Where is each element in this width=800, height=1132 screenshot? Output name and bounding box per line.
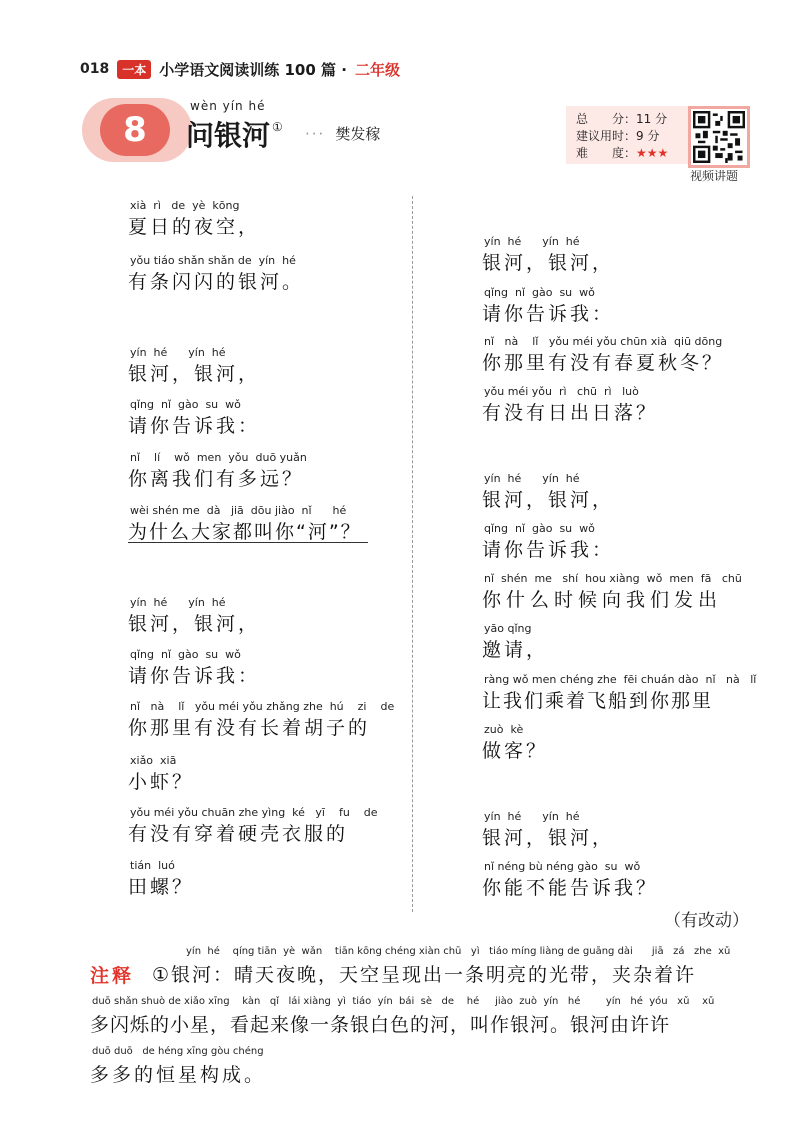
pinyin-line: nǐ lí wǒ men yǒu duō yuǎn xyxy=(130,451,307,464)
poem-line: 有没有穿着硬壳衣服的 xyxy=(128,823,349,845)
score-value: 11 分 xyxy=(636,112,668,126)
note-line: 多闪烁的小星，看起来像一条银白色的河，叫作银河。银河由许许 xyxy=(90,1014,671,1036)
brand-logo: 一本 xyxy=(117,60,151,79)
poem-line: 你什么时候向我们发出 xyxy=(482,589,723,611)
lesson-number-badge xyxy=(82,98,192,162)
title-pinyin: wèn yín hé xyxy=(190,99,266,113)
pinyin-line: qǐng nǐ gào su wǒ xyxy=(484,522,595,535)
difficulty-stars: ★★★ xyxy=(636,146,669,160)
poem-line: 田螺？ xyxy=(128,876,195,898)
poem-line: 银河，银河， xyxy=(482,827,615,849)
pinyin-line: yín hé yín hé xyxy=(484,235,580,248)
poem-line: 银河，银河， xyxy=(482,489,615,511)
pinyin-line: ràng wǒ men chéng zhe fēi chuán dào nǐ nà lǐ xyxy=(484,673,757,686)
poem-line: 请你告诉我： xyxy=(128,415,261,437)
note-line: 多多的恒星构成。 xyxy=(90,1064,267,1086)
poem-line: 你那里有没有春夏秋冬？ xyxy=(482,352,725,374)
poem-line: 银河，银河， xyxy=(128,363,261,385)
poem-line: 邀请， xyxy=(482,639,549,661)
lesson-number: 8 xyxy=(100,104,170,156)
author xyxy=(305,123,380,144)
pinyin-line: yǒu tiáo shǎn shǎn de yín hé xyxy=(130,254,296,267)
pinyin-line: zuò kè xyxy=(484,723,524,736)
poem-line: 请你告诉我： xyxy=(128,665,261,687)
poem-line: 你离我们有多远？ xyxy=(128,468,305,490)
poem-line: 做客？ xyxy=(482,740,549,762)
time-row xyxy=(576,127,659,144)
poem-line: 请你告诉我： xyxy=(482,303,615,325)
pinyin-line: yín hé yín hé xyxy=(130,346,226,359)
note-line: ①银河：晴天夜晚，天空呈现出一条明亮的光带，夹杂着许 xyxy=(152,964,697,986)
pinyin-line: yǒu méi yǒu chuān zhe yìng ké yī fu de xyxy=(130,806,378,819)
book-title: 小学语文阅读训练 100 篇 · xyxy=(159,60,347,79)
notes-label: 注释 xyxy=(90,965,135,987)
pinyin-line: qǐng nǐ gào su wǒ xyxy=(130,648,241,661)
footnote-mark: ① xyxy=(272,120,283,134)
source-note: （有改动） xyxy=(664,911,749,931)
page-number: 018 xyxy=(80,61,110,77)
poem-line: 请你告诉我： xyxy=(482,539,615,561)
pinyin-line: yāo qǐng xyxy=(484,622,532,635)
poem-line-underlined: 为什么大家都叫你“河”？ xyxy=(128,521,362,543)
poem-line: 你那里有没有长着胡子的 xyxy=(128,717,371,739)
page-header xyxy=(80,58,400,80)
pinyin-line: tián luó xyxy=(130,859,175,872)
pinyin-line: nǐ nà lǐ yǒu méi yǒu chūn xià qiū dōng xyxy=(484,335,723,348)
pinyin-line: yín hé yín hé xyxy=(484,810,580,823)
poem-line: 有条闪闪的银河。 xyxy=(128,271,305,293)
difficulty-row xyxy=(576,144,668,161)
poem-line: 小虾？ xyxy=(128,771,195,793)
pinyin-line: xià rì de yè kōng xyxy=(130,199,240,212)
pinyin-line: yín hé yín hé xyxy=(130,596,226,609)
poem-line: 银河，银河， xyxy=(482,252,615,274)
poem-line: 夏日的夜空， xyxy=(128,216,261,238)
pinyin-line: yǒu méi yǒu rì chū rì luò xyxy=(484,385,639,398)
pinyin-line: nǐ nà lǐ yǒu méi yǒu zhǎng zhe hú zi de xyxy=(130,700,395,713)
time-value: 9 分 xyxy=(636,129,660,143)
poem-line: 银河，银河， xyxy=(128,613,261,635)
qr-code-icon[interactable] xyxy=(688,106,750,168)
poem-line: 你能不能告诉我？ xyxy=(482,877,659,899)
poem-line: 有没有日出日落？ xyxy=(482,402,659,424)
time-label: 建议用时： xyxy=(576,129,637,143)
grade-label: 二年级 xyxy=(354,60,400,79)
pinyin-line: nǐ shén me shí hou xiàng wǒ men fā chū xyxy=(484,572,742,585)
author-dots: ··· xyxy=(305,125,326,143)
note-pinyin-line: duō shǎn shuò de xiǎo xīng kàn qǐ lái xiàng yì tiáo yín bái sè de hé jiào zuò yín hé yín hé yóu xǔ xǔ xyxy=(92,996,715,1007)
note-pinyin-line: yín hé qíng tiān yè wǎn tiān kōng chéng xiàn chū yì tiáo míng liàng de guāng dài jiā zá zhe xǔ xyxy=(186,946,731,957)
qr-code-graphic xyxy=(693,111,745,163)
pinyin-line: nǐ néng bù néng gào su wǒ xyxy=(484,860,641,873)
question-underline xyxy=(128,542,368,543)
column-divider xyxy=(412,196,413,912)
pinyin-line: wèi shén me dà jiā dōu jiào nǐ hé xyxy=(130,504,347,517)
lesson-title-text: 问银河 xyxy=(186,119,271,152)
difficulty-label: 难 度： xyxy=(576,146,637,160)
lesson-title xyxy=(186,114,283,154)
video-caption: 视频讲题 xyxy=(690,169,739,183)
note-pinyin-line: duō duō de héng xīng gòu chéng xyxy=(92,1046,264,1057)
pinyin-line: qǐng nǐ gào su wǒ xyxy=(484,286,595,299)
pinyin-line: xiǎo xiā xyxy=(130,754,177,767)
poem-line: 让我们乘着飞船到你那里 xyxy=(482,690,714,712)
score-label: 总 分： xyxy=(576,112,637,126)
author-name: 樊发稼 xyxy=(335,125,381,143)
score-row xyxy=(576,110,667,127)
info-box xyxy=(566,106,691,164)
pinyin-line: yín hé yín hé xyxy=(484,472,580,485)
pinyin-line: qǐng nǐ gào su wǒ xyxy=(130,398,241,411)
